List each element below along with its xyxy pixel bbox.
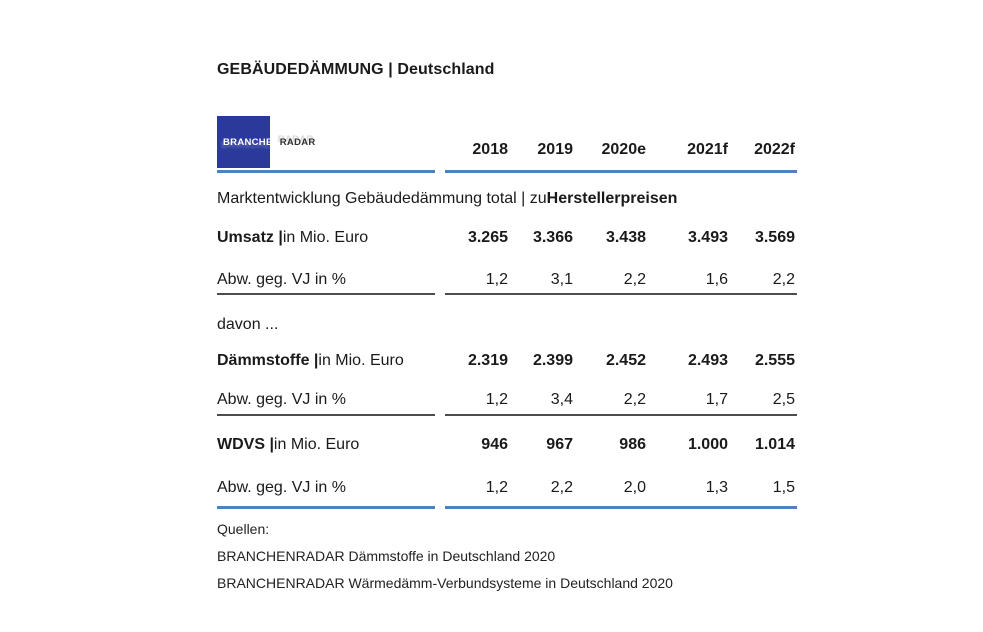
cell-value: 3.493 [687, 229, 728, 246]
cell-value: 946 [481, 436, 508, 453]
row-label [217, 470, 435, 509]
column-gap [435, 266, 445, 295]
source-line: BRANCHENRADAR Wärmedämm-Verbundsysteme in Deutschland 2020 [217, 575, 673, 591]
year-header-cells [445, 116, 797, 173]
logo-text [223, 137, 316, 148]
table-row-davon [217, 295, 797, 342]
row-label [217, 424, 435, 466]
row-label-bold: WDVS | [217, 436, 274, 453]
cell-value: 2.399 [532, 352, 573, 369]
logo-text-radar: RADAR [279, 137, 316, 148]
cell-value: 2,2 [550, 479, 573, 496]
table-row-wdvs [217, 416, 797, 466]
source-line: BRANCHENRADAR Dämmstoffe in Deutschland 2020 [217, 548, 556, 564]
cell-value: 1,6 [705, 270, 728, 288]
column-gap [435, 386, 445, 416]
row-label-rest: in Mio. Euro [318, 352, 404, 369]
table-row-change [217, 466, 797, 509]
section-header-bold: Herstellerpreisen [546, 189, 678, 207]
row-label-text: Abw. geg. VJ in % [217, 270, 346, 288]
cell-value: 2,0 [623, 479, 646, 496]
cell-value: 2.452 [605, 352, 646, 369]
cell-value: 1,2 [485, 479, 508, 496]
column-gap [435, 216, 445, 260]
row-label-bold: Dämmstoffe | [217, 352, 319, 369]
year-header: 2018 [472, 141, 508, 158]
row-label [217, 386, 435, 416]
table-row-change [217, 260, 797, 295]
section-header-text: Marktentwicklung Gebäudedämmung total | zu [217, 189, 547, 207]
cell-value: 3,4 [550, 391, 573, 408]
row-label-rest: in Mio. Euro [273, 436, 360, 453]
column-gap [435, 470, 445, 509]
report-table [217, 60, 797, 602]
row-values [445, 342, 797, 380]
cell-value: 2.555 [754, 352, 795, 369]
cell-value: 3,1 [550, 270, 573, 288]
header-label-cell [217, 116, 435, 173]
cell-value: 3.366 [532, 229, 573, 246]
cell-value: 2,5 [772, 391, 795, 408]
year-header: 2019 [537, 141, 573, 158]
row-label-bold: Umsatz | [217, 229, 283, 246]
year-header: 2020e [601, 141, 646, 158]
cell-value: 2,2 [623, 391, 646, 408]
cell-value: 3.438 [605, 229, 646, 246]
cell-value: 3.265 [467, 229, 508, 246]
cell-value: 2.493 [687, 352, 728, 369]
column-gap [435, 424, 445, 466]
table-row-change [217, 380, 797, 416]
cell-value: 2.319 [467, 352, 508, 369]
cell-value: 3.569 [754, 229, 795, 246]
row-label-rest: in Mio. Euro [282, 229, 369, 246]
cell-value: 986 [619, 436, 646, 453]
row-label-text: Abw. geg. VJ in % [217, 391, 346, 408]
row-label [217, 342, 435, 380]
column-gap [435, 116, 445, 173]
row-label-text: Abw. geg. VJ in % [217, 479, 346, 496]
row-values [445, 386, 797, 416]
row-values [445, 424, 797, 466]
table-row-umsatz [217, 216, 797, 260]
cell-value: 1.000 [687, 436, 728, 453]
sources-label: Quellen: [217, 521, 270, 537]
row-label [217, 216, 435, 260]
year-header: 2022f [754, 141, 795, 158]
branchenradar-logo [217, 116, 435, 170]
cell-value: 2,2 [772, 270, 795, 288]
cell-value: 1,5 [772, 479, 795, 496]
cell-value: 1.014 [754, 436, 795, 453]
row-values [445, 216, 797, 260]
cell-value: 1,2 [485, 270, 508, 288]
logo-text-branchen: BRANCHEN [223, 137, 280, 148]
cell-value: 1,2 [485, 391, 508, 408]
year-header: 2021f [687, 141, 728, 158]
sources-block [217, 521, 797, 591]
table-row-daemmstoffe [217, 342, 797, 380]
page-title: GEBÄUDEDÄMMUNG | Deutschland [217, 61, 495, 78]
davon-label: davon ... [217, 315, 279, 333]
cell-value: 2,2 [623, 270, 646, 288]
column-gap [435, 342, 445, 380]
cell-value: 967 [546, 436, 573, 453]
row-label [217, 266, 435, 295]
row-values [445, 470, 797, 509]
section-header [217, 173, 797, 216]
cell-value: 1,7 [705, 391, 728, 408]
cell-value: 1,3 [705, 479, 728, 496]
row-values [445, 266, 797, 295]
table-header-row [217, 116, 797, 173]
